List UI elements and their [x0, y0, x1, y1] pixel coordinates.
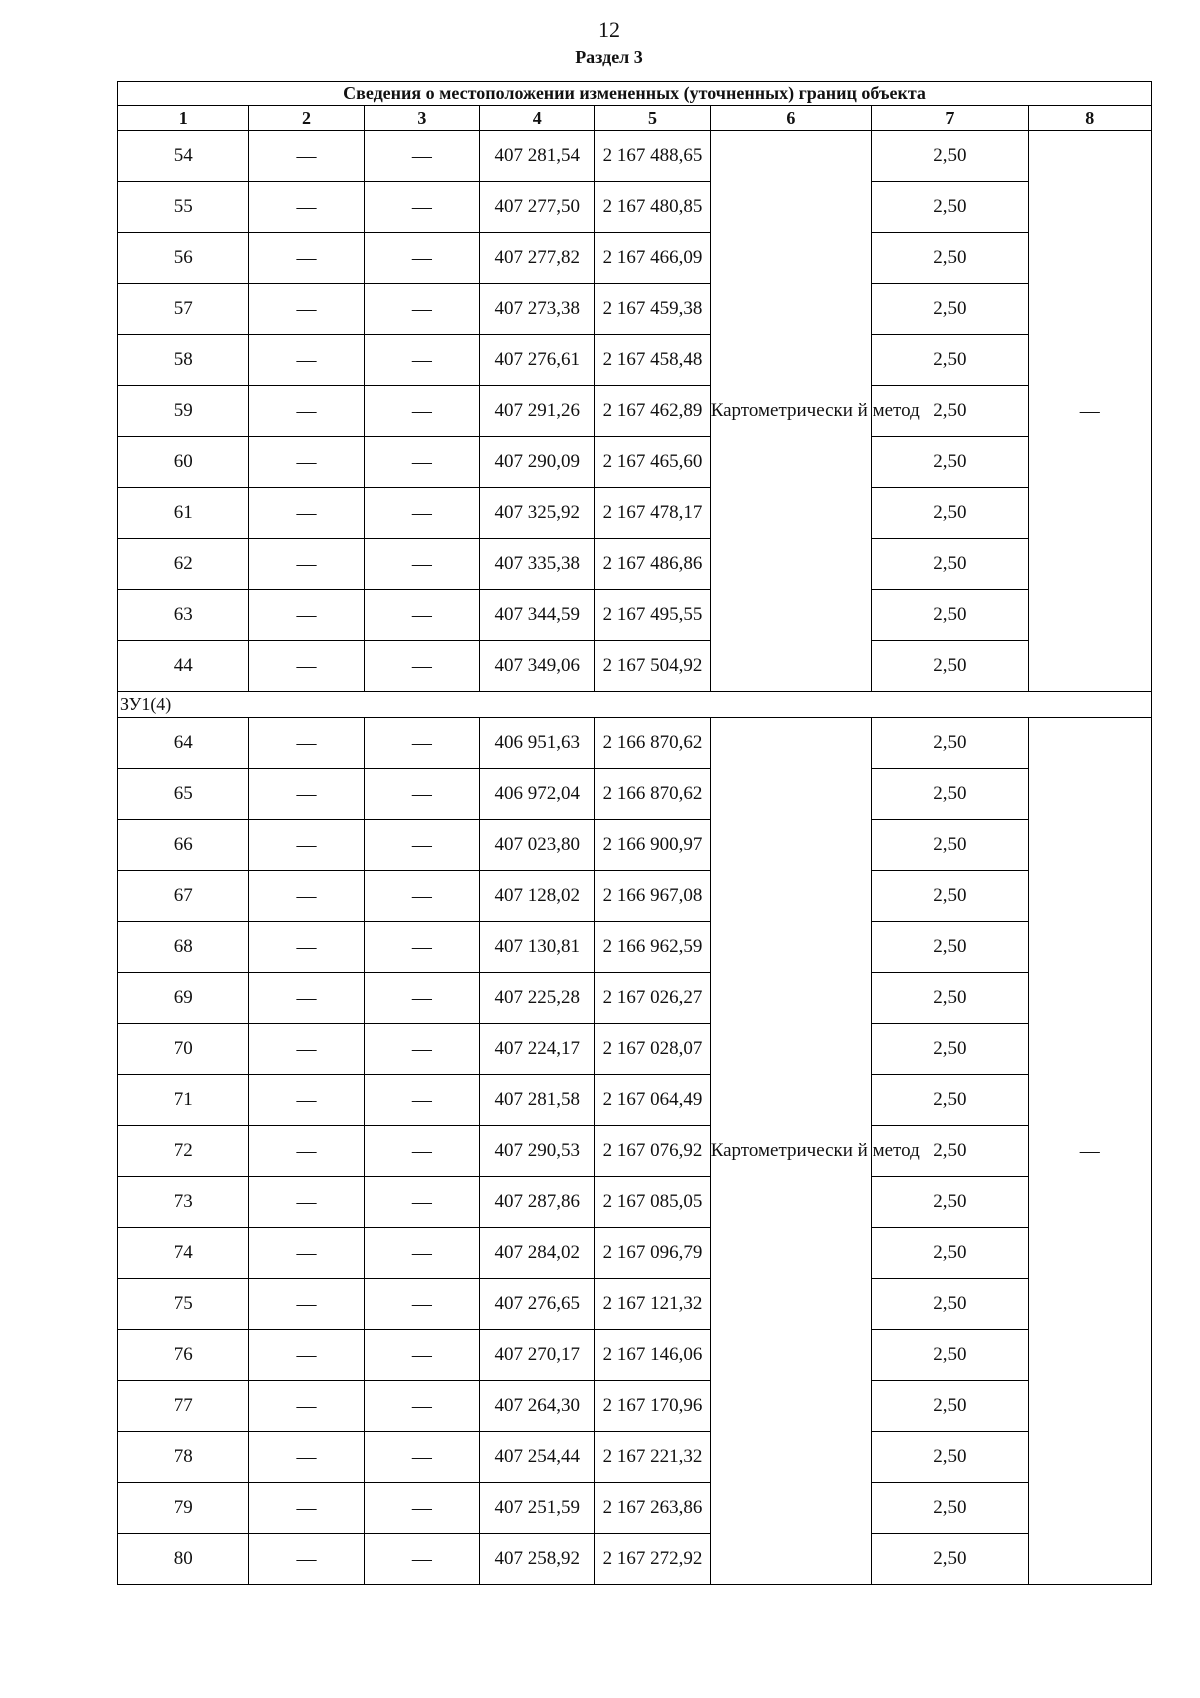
x-coordinate-cell: 407 277,82	[480, 233, 595, 284]
x-coordinate-cell: 407 284,02	[480, 1228, 595, 1279]
column-2-cell: —	[249, 769, 364, 820]
column-2-cell: —	[249, 1075, 364, 1126]
point-number-cell: 65	[118, 769, 249, 820]
x-coordinate-cell: 407 276,61	[480, 335, 595, 386]
column-3-cell: —	[364, 1177, 479, 1228]
y-coordinate-cell: 2 167 480,85	[595, 182, 710, 233]
column-3-cell: —	[364, 820, 479, 871]
x-coordinate-cell: 407 225,28	[480, 973, 595, 1024]
accuracy-cell: 2,50	[872, 386, 1028, 437]
y-coordinate-cell: 2 167 466,09	[595, 233, 710, 284]
column-2-cell: —	[249, 1279, 364, 1330]
accuracy-cell: 2,50	[872, 769, 1028, 820]
x-coordinate-cell: 407 273,38	[480, 284, 595, 335]
column-2-cell: —	[249, 182, 364, 233]
column-3-cell: —	[364, 1228, 479, 1279]
column-2-cell: —	[249, 1381, 364, 1432]
column-header-2: 2	[249, 106, 364, 131]
point-number-cell: 60	[118, 437, 249, 488]
point-number-cell: 77	[118, 1381, 249, 1432]
column-3-cell: —	[364, 769, 479, 820]
x-coordinate-cell: 407 254,44	[480, 1432, 595, 1483]
point-number-cell: 58	[118, 335, 249, 386]
x-coordinate-cell: 406 951,63	[480, 718, 595, 769]
table-row	[118, 1381, 1152, 1432]
x-coordinate-cell: 406 972,04	[480, 769, 595, 820]
column-header-4: 4	[480, 106, 595, 131]
column-3-cell: —	[364, 641, 479, 692]
y-coordinate-cell: 2 167 272,92	[595, 1534, 710, 1585]
accuracy-cell: 2,50	[872, 1330, 1028, 1381]
x-coordinate-cell: 407 130,81	[480, 922, 595, 973]
table-row	[118, 131, 1152, 182]
table-row	[118, 488, 1152, 539]
table-body	[118, 131, 1152, 1585]
coordinates-table	[117, 81, 1152, 1585]
column-3-cell: —	[364, 386, 479, 437]
y-coordinate-cell: 2 167 121,32	[595, 1279, 710, 1330]
accuracy-cell: 2,50	[872, 1177, 1028, 1228]
table-row	[118, 1075, 1152, 1126]
table-row	[118, 1024, 1152, 1075]
accuracy-cell: 2,50	[872, 233, 1028, 284]
point-number-cell: 55	[118, 182, 249, 233]
table-row	[118, 922, 1152, 973]
column-3-cell: —	[364, 437, 479, 488]
table-row	[118, 284, 1152, 335]
point-number-cell: 80	[118, 1534, 249, 1585]
page-number: 12	[598, 17, 620, 42]
y-coordinate-cell: 2 167 459,38	[595, 284, 710, 335]
accuracy-cell: 2,50	[872, 1279, 1028, 1330]
column-2-cell: —	[249, 871, 364, 922]
accuracy-cell: 2,50	[872, 335, 1028, 386]
column-3-cell: —	[364, 1432, 479, 1483]
x-coordinate-cell: 407 290,53	[480, 1126, 595, 1177]
column-2-cell: —	[249, 539, 364, 590]
table-row	[118, 182, 1152, 233]
column-3-cell: —	[364, 1534, 479, 1585]
column-2-cell: —	[249, 1534, 364, 1585]
y-coordinate-cell: 2 167 263,86	[595, 1483, 710, 1534]
point-number-cell: 69	[118, 973, 249, 1024]
table-row	[118, 1228, 1152, 1279]
point-number-cell: 59	[118, 386, 249, 437]
column-3-cell: —	[364, 539, 479, 590]
column-2-cell: —	[249, 973, 364, 1024]
accuracy-cell: 2,50	[872, 922, 1028, 973]
point-number-cell: 78	[118, 1432, 249, 1483]
accuracy-cell: 2,50	[872, 182, 1028, 233]
x-coordinate-cell: 407 290,09	[480, 437, 595, 488]
x-coordinate-cell: 407 258,92	[480, 1534, 595, 1585]
y-coordinate-cell: 2 167 064,49	[595, 1075, 710, 1126]
y-coordinate-cell: 2 167 462,89	[595, 386, 710, 437]
column-2-cell: —	[249, 922, 364, 973]
column-2-cell: —	[249, 1483, 364, 1534]
accuracy-cell: 2,50	[872, 718, 1028, 769]
table-row	[118, 973, 1152, 1024]
accuracy-cell: 2,50	[872, 539, 1028, 590]
column-8-cell: —	[1028, 718, 1151, 1585]
point-number-cell: 75	[118, 1279, 249, 1330]
accuracy-cell: 2,50	[872, 641, 1028, 692]
point-number-cell: 76	[118, 1330, 249, 1381]
x-coordinate-cell: 407 023,80	[480, 820, 595, 871]
point-number-cell: 56	[118, 233, 249, 284]
table-row	[118, 1330, 1152, 1381]
x-coordinate-cell: 407 251,59	[480, 1483, 595, 1534]
x-coordinate-cell: 407 277,50	[480, 182, 595, 233]
column-3-cell: —	[364, 718, 479, 769]
y-coordinate-cell: 2 167 076,92	[595, 1126, 710, 1177]
accuracy-cell: 2,50	[872, 1024, 1028, 1075]
column-3-cell: —	[364, 1381, 479, 1432]
group-label-row	[118, 692, 1152, 718]
column-3-cell: —	[364, 973, 479, 1024]
table-row	[118, 641, 1152, 692]
column-3-cell: —	[364, 922, 479, 973]
point-number-cell: 70	[118, 1024, 249, 1075]
point-number-cell: 61	[118, 488, 249, 539]
table-row	[118, 1432, 1152, 1483]
x-coordinate-cell: 407 344,59	[480, 590, 595, 641]
column-3-cell: —	[364, 233, 479, 284]
table-row	[118, 1483, 1152, 1534]
accuracy-cell: 2,50	[872, 1381, 1028, 1432]
accuracy-cell: 2,50	[872, 131, 1028, 182]
column-header-row	[118, 106, 1152, 131]
y-coordinate-cell: 2 166 870,62	[595, 718, 710, 769]
column-3-cell: —	[364, 1075, 479, 1126]
x-coordinate-cell: 407 270,17	[480, 1330, 595, 1381]
table-row	[118, 590, 1152, 641]
section-title: Раздел 3	[575, 47, 643, 67]
y-coordinate-cell: 2 166 900,97	[595, 820, 710, 871]
y-coordinate-cell: 2 167 026,27	[595, 973, 710, 1024]
table-row	[118, 1177, 1152, 1228]
x-coordinate-cell: 407 128,02	[480, 871, 595, 922]
x-coordinate-cell: 407 349,06	[480, 641, 595, 692]
column-3-cell: —	[364, 1330, 479, 1381]
accuracy-cell: 2,50	[872, 973, 1028, 1024]
y-coordinate-cell: 2 167 458,48	[595, 335, 710, 386]
accuracy-cell: 2,50	[872, 590, 1028, 641]
table-row	[118, 769, 1152, 820]
y-coordinate-cell: 2 167 085,05	[595, 1177, 710, 1228]
group-label: ЗУ1(4)	[118, 692, 1152, 718]
accuracy-cell: 2,50	[872, 284, 1028, 335]
accuracy-cell: 2,50	[872, 1228, 1028, 1279]
table-row	[118, 233, 1152, 284]
column-header-8: 8	[1028, 106, 1151, 131]
column-3-cell: —	[364, 1483, 479, 1534]
table-row	[118, 820, 1152, 871]
column-header-7: 7	[872, 106, 1028, 131]
y-coordinate-cell: 2 167 170,96	[595, 1381, 710, 1432]
column-3-cell: —	[364, 284, 479, 335]
table-row	[118, 1279, 1152, 1330]
table-row	[118, 1534, 1152, 1585]
point-number-cell: 71	[118, 1075, 249, 1126]
y-coordinate-cell: 2 167 486,86	[595, 539, 710, 590]
table-row	[118, 437, 1152, 488]
y-coordinate-cell: 2 167 028,07	[595, 1024, 710, 1075]
accuracy-cell: 2,50	[872, 488, 1028, 539]
point-number-cell: 72	[118, 1126, 249, 1177]
accuracy-cell: 2,50	[872, 820, 1028, 871]
column-2-cell: —	[249, 1126, 364, 1177]
y-coordinate-cell: 2 166 967,08	[595, 871, 710, 922]
accuracy-cell: 2,50	[872, 871, 1028, 922]
column-2-cell: —	[249, 1330, 364, 1381]
method-cell: Картометрически й метод	[710, 131, 871, 692]
column-2-cell: —	[249, 488, 364, 539]
y-coordinate-cell: 2 167 504,92	[595, 641, 710, 692]
x-coordinate-cell: 407 224,17	[480, 1024, 595, 1075]
column-3-cell: —	[364, 1024, 479, 1075]
y-coordinate-cell: 2 167 488,65	[595, 131, 710, 182]
x-coordinate-cell: 407 335,38	[480, 539, 595, 590]
y-coordinate-cell: 2 167 478,17	[595, 488, 710, 539]
table-row	[118, 335, 1152, 386]
y-coordinate-cell: 2 167 495,55	[595, 590, 710, 641]
table-row	[118, 386, 1152, 437]
point-number-cell: 63	[118, 590, 249, 641]
column-header-3: 3	[364, 106, 479, 131]
column-2-cell: —	[249, 437, 364, 488]
y-coordinate-cell: 2 167 146,06	[595, 1330, 710, 1381]
point-number-cell: 62	[118, 539, 249, 590]
x-coordinate-cell: 407 325,92	[480, 488, 595, 539]
point-number-cell: 44	[118, 641, 249, 692]
column-2-cell: —	[249, 641, 364, 692]
x-coordinate-cell: 407 281,58	[480, 1075, 595, 1126]
table-row	[118, 718, 1152, 769]
accuracy-cell: 2,50	[872, 1075, 1028, 1126]
point-number-cell: 79	[118, 1483, 249, 1534]
column-3-cell: —	[364, 335, 479, 386]
point-number-cell: 57	[118, 284, 249, 335]
table-row	[118, 1126, 1152, 1177]
point-number-cell: 74	[118, 1228, 249, 1279]
x-coordinate-cell: 407 287,86	[480, 1177, 595, 1228]
x-coordinate-cell: 407 276,65	[480, 1279, 595, 1330]
point-number-cell: 54	[118, 131, 249, 182]
column-2-cell: —	[249, 1024, 364, 1075]
table-row	[118, 539, 1152, 590]
y-coordinate-cell: 2 167 221,32	[595, 1432, 710, 1483]
y-coordinate-cell: 2 167 096,79	[595, 1228, 710, 1279]
column-2-cell: —	[249, 1228, 364, 1279]
x-coordinate-cell: 407 264,30	[480, 1381, 595, 1432]
table-title: Сведения о местоположении измененных (уточненных) границ объекта	[118, 82, 1152, 106]
column-2-cell: —	[249, 131, 364, 182]
column-3-cell: —	[364, 1279, 479, 1330]
column-header-6: 6	[710, 106, 871, 131]
point-number-cell: 67	[118, 871, 249, 922]
x-coordinate-cell: 407 281,54	[480, 131, 595, 182]
column-3-cell: —	[364, 871, 479, 922]
column-2-cell: —	[249, 233, 364, 284]
point-number-cell: 73	[118, 1177, 249, 1228]
table-row	[118, 871, 1152, 922]
point-number-cell: 66	[118, 820, 249, 871]
method-cell: Картометрически й метод	[710, 718, 871, 1585]
column-3-cell: —	[364, 488, 479, 539]
column-3-cell: —	[364, 182, 479, 233]
column-8-cell: —	[1028, 131, 1151, 692]
y-coordinate-cell: 2 166 962,59	[595, 922, 710, 973]
column-2-cell: —	[249, 284, 364, 335]
column-3-cell: —	[364, 590, 479, 641]
column-2-cell: —	[249, 1432, 364, 1483]
y-coordinate-cell: 2 166 870,62	[595, 769, 710, 820]
y-coordinate-cell: 2 167 465,60	[595, 437, 710, 488]
accuracy-cell: 2,50	[872, 1126, 1028, 1177]
accuracy-cell: 2,50	[872, 1483, 1028, 1534]
column-2-cell: —	[249, 1177, 364, 1228]
column-3-cell: —	[364, 1126, 479, 1177]
accuracy-cell: 2,50	[872, 1534, 1028, 1585]
column-2-cell: —	[249, 820, 364, 871]
column-2-cell: —	[249, 335, 364, 386]
x-coordinate-cell: 407 291,26	[480, 386, 595, 437]
point-number-cell: 64	[118, 718, 249, 769]
column-2-cell: —	[249, 718, 364, 769]
accuracy-cell: 2,50	[872, 437, 1028, 488]
column-2-cell: —	[249, 386, 364, 437]
point-number-cell: 68	[118, 922, 249, 973]
accuracy-cell: 2,50	[872, 1432, 1028, 1483]
column-3-cell: —	[364, 131, 479, 182]
column-header-5: 5	[595, 106, 710, 131]
column-header-1: 1	[118, 106, 249, 131]
column-2-cell: —	[249, 590, 364, 641]
